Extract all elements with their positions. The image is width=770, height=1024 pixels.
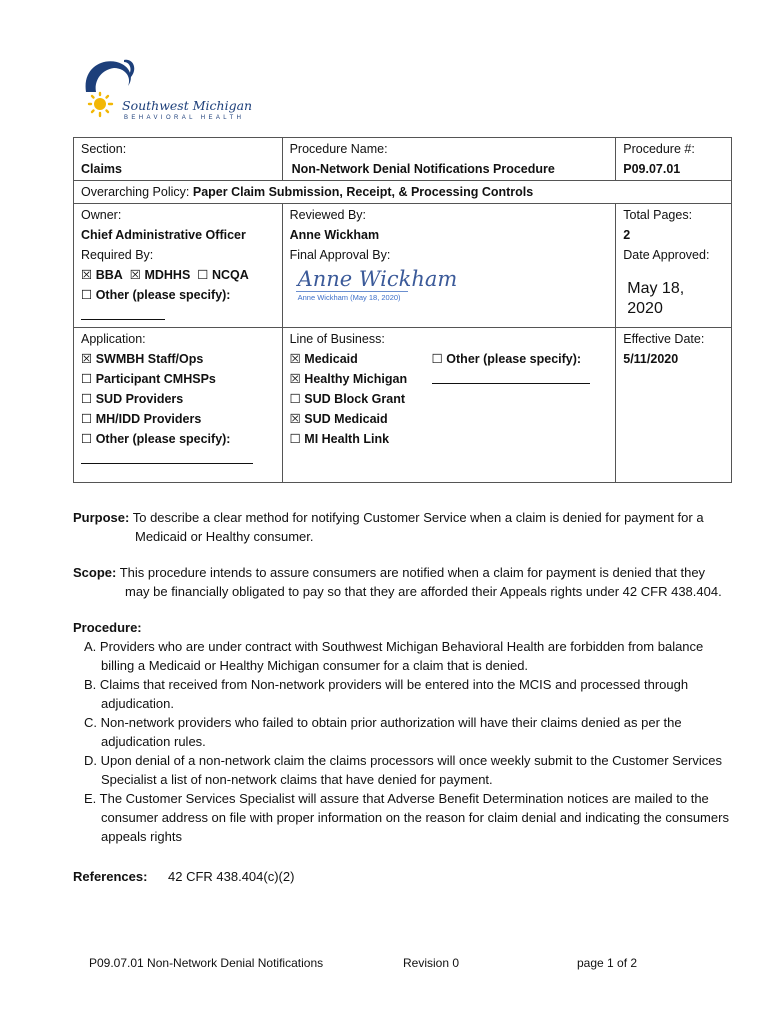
table-row bbox=[74, 181, 732, 204]
section-cell bbox=[74, 138, 283, 181]
checkbox-label: Other (please specify): bbox=[446, 352, 582, 366]
checkbox-mi-health-link[interactable]: ☐ bbox=[289, 432, 301, 446]
table-row bbox=[74, 138, 732, 181]
procedure-name-label: Procedure Name: bbox=[289, 142, 388, 156]
checkbox-ncqa[interactable]: ☐ bbox=[197, 268, 209, 282]
list-item bbox=[290, 409, 432, 429]
checkbox-cmhsps[interactable]: ☐ bbox=[81, 372, 93, 386]
final-approval-label: Final Approval By: bbox=[289, 248, 391, 262]
section-value: Claims bbox=[81, 162, 122, 176]
list-item bbox=[290, 429, 432, 449]
footer-page-number: page 1 of 2 bbox=[577, 956, 638, 970]
procedure-info-table bbox=[73, 137, 732, 483]
logo-name: Southwest Michigan bbox=[122, 98, 253, 113]
date-approved-value: May 18, 2020 bbox=[627, 280, 685, 317]
application-other-line[interactable] bbox=[81, 449, 275, 470]
checkbox-bba[interactable]: ☒ bbox=[81, 268, 93, 282]
scope-label: Scope: bbox=[73, 565, 117, 580]
application-cell bbox=[74, 328, 283, 483]
line-of-business-list bbox=[290, 349, 432, 449]
signature-caption: Anne Wickham (May 18, 2020) bbox=[297, 293, 401, 302]
signature: Anne Wickham bbox=[297, 267, 458, 291]
footer-document-name: P09.07.01 Non-Network Denial Notifications bbox=[89, 956, 324, 970]
list-item: A. Providers who are under contract with Southwest Michigan Behavioral Health are forbidden from balance billing a Medicaid or Healthy Michigan consumer for a claim that is denied. bbox=[84, 639, 704, 673]
references-label: References: bbox=[73, 869, 148, 884]
policy-label: Overarching Policy: bbox=[81, 185, 190, 199]
reviewed-approval-cell bbox=[282, 204, 616, 328]
section-label: Section: bbox=[81, 142, 127, 156]
procedure-name-cell bbox=[282, 138, 616, 181]
checkbox-label: MH/IDD Providers bbox=[95, 412, 202, 426]
checkbox-required-other[interactable]: ☐ bbox=[81, 288, 93, 302]
line-of-business-columns bbox=[290, 349, 609, 449]
procedure-number-label: Procedure #: bbox=[623, 142, 695, 156]
required-by-checkboxes bbox=[81, 265, 275, 285]
logo-subtitle: BEHAVIORAL HEALTH bbox=[124, 115, 245, 121]
checkbox-healthy-michigan[interactable]: ☒ bbox=[289, 372, 301, 386]
list-item: B. Claims that received from Non-network providers will be entered into the MCIS and processed through adjudication. bbox=[84, 677, 689, 711]
table-row bbox=[74, 204, 732, 328]
owner-value: Chief Administrative Officer bbox=[81, 228, 246, 242]
effective-date-label: Effective Date: bbox=[623, 332, 705, 346]
checkbox-label: SUD Block Grant bbox=[304, 392, 406, 406]
effective-date-value: 5/11/2020 bbox=[623, 352, 679, 366]
policy-cell bbox=[74, 181, 732, 204]
application-label: Application: bbox=[81, 332, 146, 346]
checkbox-medicaid[interactable]: ☒ bbox=[289, 352, 301, 366]
list-item bbox=[81, 369, 275, 389]
list-item: C. Non-network providers who failed to obtain prior authorization will have their claims denied as per the adjudication rules. bbox=[84, 715, 682, 749]
total-pages-label: Total Pages: bbox=[623, 208, 693, 222]
pages-date-cell bbox=[616, 204, 732, 328]
required-other-row bbox=[81, 285, 275, 305]
table-row bbox=[74, 328, 732, 483]
list-item bbox=[290, 389, 432, 409]
checkbox-swmbh[interactable]: ☒ bbox=[81, 352, 93, 366]
procedure-heading: Procedure: bbox=[73, 620, 142, 635]
reviewed-by-label: Reviewed By: bbox=[289, 208, 367, 222]
checkbox-label: Healthy Michigan bbox=[304, 372, 408, 386]
effective-date-cell bbox=[616, 328, 732, 483]
logo bbox=[78, 56, 253, 128]
checkbox-sud-medicaid[interactable]: ☒ bbox=[289, 412, 301, 426]
scope-text: This procedure intends to assure consumers are notified when a claim for payment is denied that they may be financially obligated to pay so that they are afforded their Appeals rights under 42 CFR 438.404. bbox=[119, 565, 722, 599]
list-item bbox=[290, 369, 432, 389]
checkbox-lob-other[interactable]: ☐ bbox=[431, 352, 443, 366]
checkbox-label: Participant CMHSPs bbox=[95, 372, 216, 386]
checkbox-label: Other (please specify): bbox=[95, 432, 231, 446]
checkbox-label: SWMBH Staff/Ops bbox=[95, 352, 204, 366]
line-of-business-cell bbox=[282, 328, 616, 483]
procedure-number-cell bbox=[616, 138, 732, 181]
purpose-paragraph bbox=[73, 508, 733, 546]
total-pages-value: 2 bbox=[623, 228, 631, 242]
required-other-line[interactable] bbox=[81, 305, 275, 326]
list-item bbox=[81, 429, 275, 449]
required-by-label: Required By: bbox=[81, 248, 154, 262]
document-body bbox=[73, 508, 733, 886]
purpose-label: Purpose: bbox=[73, 510, 130, 525]
reviewed-by-value: Anne Wickham bbox=[289, 228, 380, 242]
checkbox-mdhhs[interactable]: ☒ bbox=[129, 268, 141, 282]
procedure-steps bbox=[73, 637, 733, 846]
procedure-number-value: P09.07.01 bbox=[623, 162, 681, 176]
checkbox-label: SUD Providers bbox=[95, 392, 184, 406]
line-of-business-label: Line of Business: bbox=[289, 332, 385, 346]
checkbox-bba-label: BBA bbox=[95, 268, 123, 282]
owner-required-cell bbox=[74, 204, 283, 328]
list-item: E. The Customer Services Specialist will assure that Adverse Benefit Determination notices are mailed to the consumer address on file with proper information on the reason for claim denial and indicating the consumers appeals rights bbox=[84, 791, 729, 844]
scope-paragraph bbox=[73, 563, 733, 601]
checkbox-sud[interactable]: ☐ bbox=[81, 392, 93, 406]
checkbox-mhidd[interactable]: ☐ bbox=[81, 412, 93, 426]
purpose-text: To describe a clear method for notifying Customer Service when a claim is denied for payment for a Medicaid or Healthy consumer. bbox=[132, 510, 704, 544]
references-value: 42 CFR 438.404(c)(2) bbox=[168, 869, 295, 884]
list-item bbox=[81, 349, 275, 369]
checkbox-mdhhs-label: MDHHS bbox=[144, 268, 191, 282]
lob-other-line[interactable] bbox=[432, 369, 590, 390]
required-other-label: Other (please specify): bbox=[95, 288, 231, 302]
list-item: D. Upon denial of a non-network claim the claims processors will once weekly submit to the Customer Services Specialist a list of non-network claims that have denied for payment. bbox=[84, 753, 722, 787]
procedure-name-value: Non-Network Denial Notifications Procedure bbox=[291, 162, 555, 176]
policy-value: Paper Claim Submission, Receipt, & Processing Controls bbox=[192, 185, 534, 199]
checkbox-label: MI Health Link bbox=[304, 432, 390, 446]
checkbox-ncqa-label: NCQA bbox=[211, 268, 249, 282]
list-item bbox=[290, 349, 432, 369]
date-approved-label: Date Approved: bbox=[623, 248, 710, 262]
list-item bbox=[81, 409, 275, 429]
checkbox-app-other[interactable]: ☐ bbox=[81, 432, 93, 446]
checkbox-label: Medicaid bbox=[304, 352, 358, 366]
checkbox-sud-block-grant[interactable]: ☐ bbox=[289, 392, 301, 406]
list-item bbox=[432, 349, 590, 369]
line-of-business-other bbox=[432, 349, 590, 449]
footer-revision: Revision 0 bbox=[403, 956, 460, 970]
list-item bbox=[81, 389, 275, 409]
owner-label: Owner: bbox=[81, 208, 122, 222]
references bbox=[73, 867, 733, 886]
checkbox-label: SUD Medicaid bbox=[304, 412, 388, 426]
